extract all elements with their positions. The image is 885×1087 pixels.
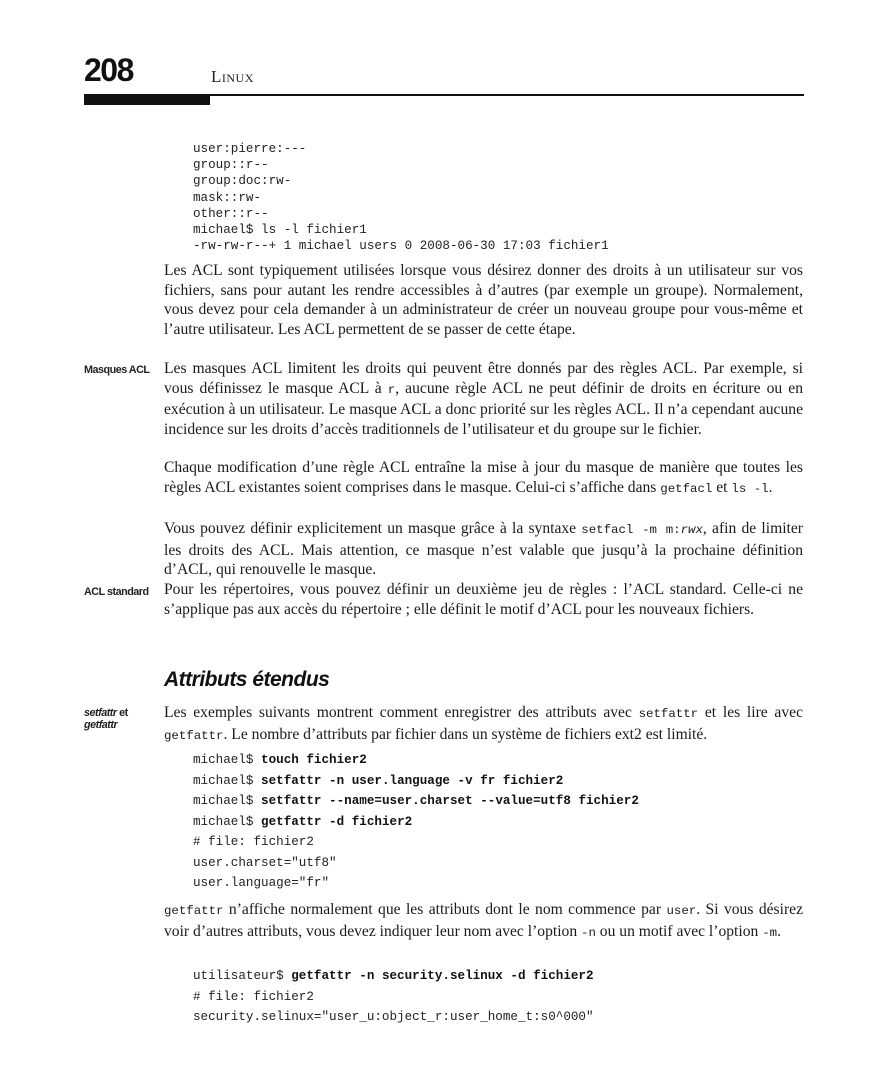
text-run: .: [777, 922, 781, 940]
inline-code: setfattr: [638, 707, 699, 721]
paragraph-acl-standard: Pour les répertoires, vous pouvez définir un deuxième jeu de règles : l’ACL standard. Celle-ci ne s’applique pas aux accès du répertoire ; elle définit le motif d’ACL pour les nouveaux fichiers.: [164, 581, 803, 618]
margin-note-acl-standard: ACL standard: [84, 586, 149, 598]
code-prompt: michael$: [193, 773, 262, 788]
text-run: et les lire avec: [698, 704, 803, 721]
text-run: . Si vous désirez voir d’autres attributs, vous devez indiquer leur nom avec l’option: [164, 901, 803, 940]
code-line: [193, 812, 639, 833]
inline-code-part: setfacl -m m:: [581, 523, 681, 537]
section-title: Attributs étendus: [164, 668, 330, 691]
code-command: getfattr -d fichier2: [261, 814, 413, 829]
code-prompt: michael$: [193, 753, 262, 767]
margin-note-term: setfattr: [84, 707, 117, 719]
paragraph-getfattr-filter: [164, 900, 803, 943]
code-line: [193, 750, 639, 771]
code-command: setfattr --name=user.charset --value=utf8 fichier2: [261, 794, 639, 808]
inline-code: r: [387, 382, 396, 397]
code-line: [193, 853, 639, 874]
paragraph-explicit-mask: [164, 519, 803, 580]
code-output: # file: fichier2: [193, 989, 314, 1004]
code-line: [193, 987, 594, 1008]
inline-code: ls -l: [731, 481, 769, 496]
text-run: Vous pouvez définir explicitement un masque grâce à la syntaxe: [164, 520, 582, 537]
code-block-acl-listing: [193, 141, 609, 254]
inline-code: getfacl: [660, 481, 713, 496]
code-block-setfattr-example: [193, 750, 639, 894]
code-line: [193, 966, 594, 987]
code-output: user.language="fr": [193, 876, 330, 890]
code-line: [193, 1007, 594, 1028]
code-line: group:doc:rw-: [193, 174, 292, 189]
code-line: michael$ ls -l fichier1: [193, 222, 367, 237]
text-run: n’affiche normalement que les attributs dont le nom commence par: [223, 901, 667, 918]
margin-note-conjunction: et: [116, 707, 128, 719]
code-line: mask::rw-: [193, 190, 262, 205]
text-run: , afin de limiter les droits des ACL. Mais attention, ce masque n’est valable que jusqu’à la prochaine définition d’ACL, qui renouvelle le masque.: [164, 520, 803, 578]
code-output: security.selinux="user_u:object_r:user_home_t:s0^000": [193, 1010, 594, 1024]
code-output: # file: fichier2: [193, 835, 314, 849]
text-run: ou un motif avec l’option: [595, 922, 763, 940]
text-run: Chaque modification d’une règle ACL entraîne la mise à jour du masque de manière que toutes les règles ACL existantes soient comprises dans le masque. Celui-ci s’affiche dans: [164, 459, 803, 496]
code-line: other::r--: [193, 206, 269, 221]
code-line: group::r--: [193, 158, 269, 173]
code-prompt: michael$: [193, 814, 262, 829]
paragraph-extended-attributes: [164, 703, 803, 746]
code-line: [193, 832, 639, 853]
text-run: Les exemples suivants montrent comment enregistrer des attributs avec: [164, 704, 639, 721]
code-output: user.charset="utf8": [193, 855, 337, 870]
paragraph-mask-update: [164, 458, 803, 499]
inline-code: getfattr: [164, 728, 224, 743]
page-number: 208: [84, 52, 133, 88]
code-line: -rw-rw-r--+ 1 michael users 0 2008-06-30 17:03 fichier1: [193, 239, 609, 254]
inline-code: user: [666, 904, 697, 918]
running-title: Linux: [211, 67, 254, 86]
text-run: et: [712, 478, 732, 496]
margin-note-masques-acl: Masques ACL: [84, 364, 150, 376]
inline-code: getfattr: [164, 904, 224, 918]
inline-code-italic: rwx: [680, 523, 703, 537]
code-command: getfattr -n security.selinux -d fichier2: [291, 969, 594, 983]
code-command: touch fichier2: [261, 753, 367, 767]
paragraph-acl-usage: Les ACL sont typiquement utilisées lorsque vous désirez donner des droits à un utilisateur sur vos fichiers, sans pour autant les rendre accessibles à d’autres (par exemple un groupe). Normalement, vous devez pour cela demander à un administrateur de créer un nouveau groupe pour vous-même et l’autre utilisateur. Les ACL permettent de se passer de cette étape.: [164, 262, 803, 338]
code-command: setfattr -n user.language -v fr fichier2: [261, 773, 564, 788]
inline-code: -m: [762, 925, 778, 940]
margin-note-term: getfattr: [84, 719, 118, 731]
inline-code: -n: [581, 925, 596, 940]
code-prompt: michael$: [193, 794, 262, 808]
code-line: [193, 771, 639, 792]
code-line: [193, 873, 639, 894]
text-run: . Le nombre d’attributs par fichier dans un système de fichiers ext2 est limité.: [223, 725, 708, 743]
code-line: [193, 791, 639, 812]
header-rule-accent: [84, 95, 210, 105]
inline-code: [581, 523, 703, 537]
text-run: .: [768, 478, 773, 496]
page-header: [84, 52, 804, 106]
text-run: , aucune règle ACL ne peut définir de droits en écriture ou en exécution à un utilisateur. Le masque ACL a donc priorité sur les règles ACL. Il n’a cependant aucune incidence sur les droits d’accès traditionnels de l’utilisateur et du groupe sur le fichier.: [164, 379, 803, 438]
code-line: user:pierre:---: [193, 142, 307, 156]
margin-note-setfattr-getfattr: [84, 707, 156, 731]
code-prompt: utilisateur$: [193, 969, 292, 983]
text-run: Les masques ACL limitent les droits qui peuvent être donnés par des règles ACL. Par exemple, si vous définissez le masque ACL à: [164, 360, 803, 397]
paragraph-acl-masks: [164, 359, 803, 439]
code-block-selinux-example: [193, 966, 594, 1028]
